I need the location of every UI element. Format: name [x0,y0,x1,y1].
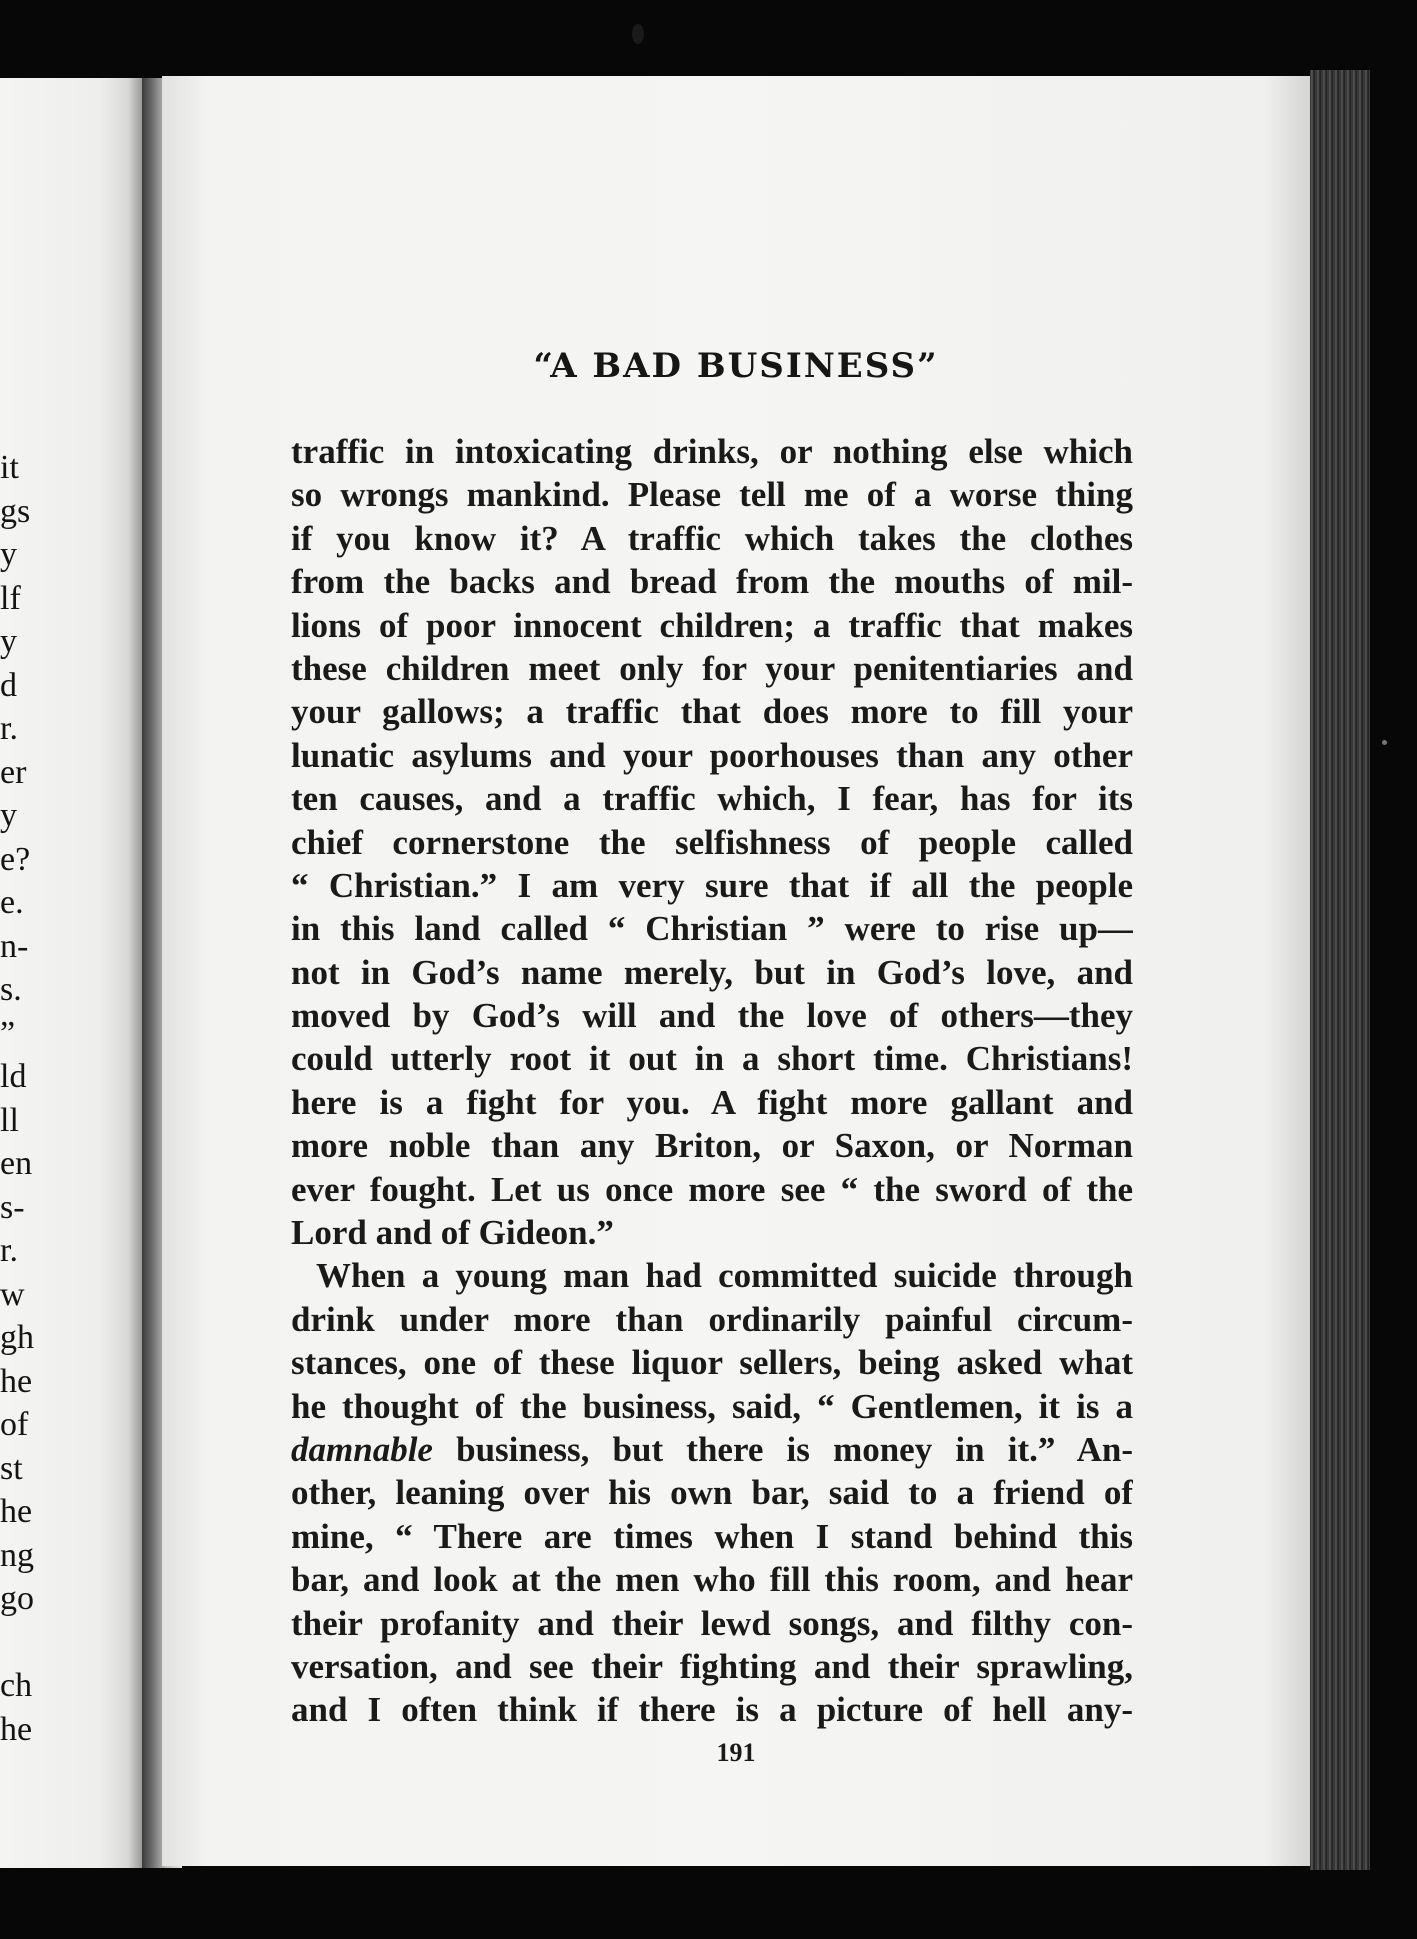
fragment-line: ll [0,1101,19,1139]
text-line: could utterly root it out in a short time. Christians! [291,1039,1133,1079]
page-edge-stack [1310,70,1370,1870]
text-line: bar, and look at the men who fill this room, and hear [291,1560,1133,1600]
fragment-line: er [0,753,27,791]
text-line: other, leaning over his own bar, said to a friend of [291,1473,1133,1513]
text-line: When a young man had committed suicide through [316,1256,1133,1296]
text-line: not in God’s name merely, but in God’s love, and [291,952,1133,992]
text-line: moved by God’s will and the love of others—they [291,996,1133,1036]
page-number: 191 [716,1738,756,1767]
text-line: versation, and see their fighting and their sprawling, [291,1646,1133,1686]
fragment-line: y [0,623,17,660]
text-line: “ Christian.” I am very sure that if all the people [291,865,1133,905]
fragment-line: e. [0,884,24,921]
text-span: business, but there is money in it.” An- [432,1429,1133,1469]
text-line: lions of poor innocent children; a traffic that makes [291,605,1133,645]
text-line: he thought of the business, said, “ Gentlemen, it is a [291,1386,1133,1426]
fragment-line: w [0,1275,25,1313]
text-line: if you know it? A traffic which takes the clothes [291,518,1133,558]
text-line: stances, one of these liquor sellers, being asked what [291,1343,1133,1383]
scan-speck [632,24,644,44]
book-page-right [162,76,1310,1866]
text-line: so wrongs mankind. Please tell me of a worse thing [291,475,1133,515]
fragment-line: st [0,1449,23,1487]
text-line: their profanity and their lewd songs, and filthy con- [291,1603,1133,1643]
fragment-line: e? [0,840,31,878]
running-head: “A BAD BUSINESS” [533,346,939,386]
fragment-line: s. [0,971,22,1008]
text-line: here is a fight for you. A fight more gallant and [291,1082,1133,1122]
text-line: drink under more than ordinarily painful circum- [291,1299,1133,1339]
text-line: traffic in intoxicating drinks, or nothing else which [291,432,1133,471]
fragment-line: he [0,1362,33,1400]
fragment-line: ld [0,1058,27,1095]
text-line: lunatic asylums and your poorhouses than any other [291,735,1133,775]
facing-page-text-fragments [0,446,40,1751]
fragment-line: he [0,1710,33,1748]
fragment-line: r. [0,1232,18,1269]
text-line: more noble than any Briton, or Saxon, or Norman [291,1126,1133,1166]
fragment-line: ch [0,1667,33,1704]
fragment-line: r. [0,710,18,747]
text-line: Lord and of Gideon.” [291,1213,614,1253]
fragment-line: n- [0,927,29,965]
page-body-text [291,430,1133,1732]
fragment-line: y [0,536,17,573]
text-line: these children meet only for your penitentiaries and [291,648,1133,688]
fragment-line: go [0,1580,34,1617]
facing-page-left [0,78,142,1868]
fragment-line: gs [0,492,31,530]
text-line: from the backs and bread from the mouths of mil- [291,562,1133,602]
text-line: your gallows; a traffic that does more to fill your [291,692,1133,732]
text-line: chief cornerstone the selfishness of people called [291,822,1133,862]
fragment-line: d [0,666,17,704]
text-line-with-emphasis [291,1428,1133,1471]
text-line: and I often think if there is a picture of hell any- [291,1690,1133,1730]
fragment-line: lf [0,579,21,617]
text-line: mine, “ There are times when I stand behind this [291,1516,1133,1556]
fragment-line: en [0,1145,33,1182]
text-line: ever fought. Let us once more see “ the sword of the [291,1169,1133,1209]
fragment-line: s- [0,1188,25,1226]
fragment-line: ng [0,1536,34,1574]
text-line: ten causes, and a traffic which, I fear, has for its [291,779,1133,819]
emphasis-word: damnable [291,1429,433,1469]
fragment-line: y [0,797,17,834]
fragment-line: it [0,449,19,486]
scan-speck [1382,740,1387,745]
fragment-line: of [0,1406,29,1443]
fragment-line: ” [0,1014,16,1052]
fragment-line [0,1621,40,1665]
text-line: in this land called “ Christian ” were to rise up— [291,909,1133,949]
fragment-line: gh [0,1319,34,1356]
fragment-line: he [0,1493,33,1530]
